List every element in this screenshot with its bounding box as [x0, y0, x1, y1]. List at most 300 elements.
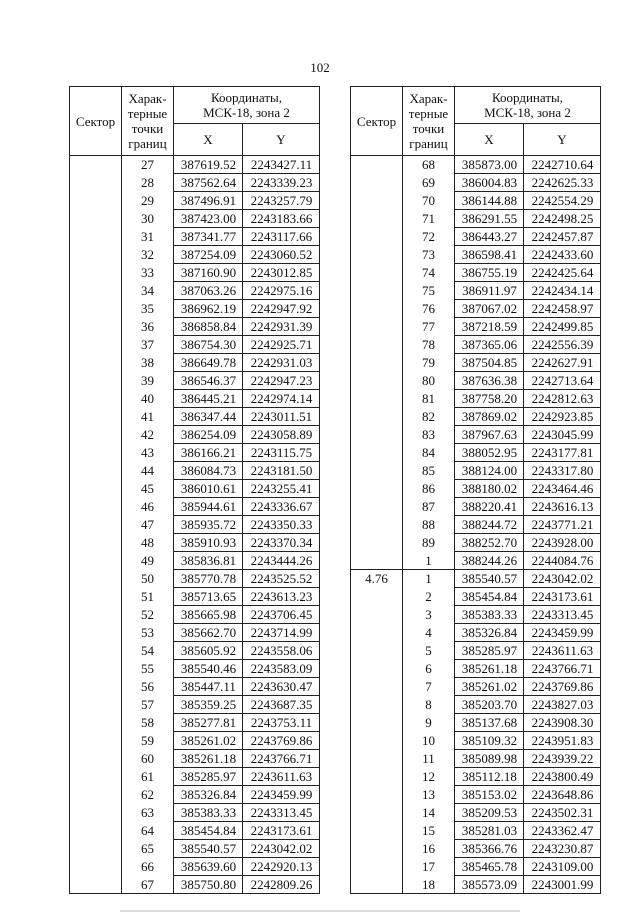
table-row: [351, 696, 601, 714]
table-row: [351, 840, 601, 858]
x-coordinate-cell: 385910.93: [174, 534, 243, 552]
table-row: [70, 444, 320, 462]
sector-cell: [351, 804, 403, 822]
x-coordinate-cell: 385209.53: [455, 804, 524, 822]
y-coordinate-cell: 2243908.30: [524, 714, 601, 732]
table-row: [351, 354, 601, 372]
table-row: [70, 732, 320, 750]
x-coordinate-cell: 386084.73: [174, 462, 243, 480]
point-number-cell: 75: [403, 282, 455, 300]
point-number-cell: 4: [403, 624, 455, 642]
y-coordinate-cell: 2243042.02: [524, 570, 601, 588]
page-number: 102: [310, 60, 330, 75]
table-row: [351, 372, 601, 390]
point-number-cell: 73: [403, 246, 455, 264]
x-coordinate-cell: 385089.98: [455, 750, 524, 768]
table-row: [351, 624, 601, 642]
table-row: [351, 156, 601, 174]
x-coordinate-cell: 385277.81: [174, 714, 243, 732]
x-coordinate-cell: 385109.32: [455, 732, 524, 750]
y-coordinate-cell: 2243502.31: [524, 804, 601, 822]
x-coordinate-cell: 386598.41: [455, 246, 524, 264]
x-coordinate-cell: 386347.44: [174, 408, 243, 426]
x-coordinate-cell: 387758.20: [455, 390, 524, 408]
table-row: [70, 840, 320, 858]
table-row: [351, 480, 601, 498]
sector-cell: [351, 516, 403, 534]
table-row: [351, 570, 601, 588]
sector-cell: [351, 210, 403, 228]
x-coordinate-cell: 385112.18: [455, 768, 524, 786]
x-coordinate-cell: 385454.84: [174, 822, 243, 840]
table-row: [70, 210, 320, 228]
point-number-cell: 14: [403, 804, 455, 822]
point-number-cell: 13: [403, 786, 455, 804]
point-number-cell: 74: [403, 264, 455, 282]
y-coordinate-cell: 2242498.25: [524, 210, 601, 228]
point-number-cell: 85: [403, 462, 455, 480]
point-number-cell: 30: [122, 210, 174, 228]
x-coordinate-cell: 385261.02: [174, 732, 243, 750]
sector-cell: [351, 444, 403, 462]
x-coordinate-cell: 386755.19: [455, 264, 524, 282]
x-coordinate-cell: 385326.84: [455, 624, 524, 642]
y-coordinate-cell: 2243177.81: [524, 444, 601, 462]
x-coordinate-cell: 385261.18: [174, 750, 243, 768]
sector-cell: [70, 858, 122, 876]
point-number-cell: 69: [403, 174, 455, 192]
y-coordinate-cell: 2242627.91: [524, 354, 601, 372]
sector-cell: [70, 264, 122, 282]
sector-cell: [70, 408, 122, 426]
sector-cell: [351, 408, 403, 426]
point-number-cell: 67: [122, 876, 174, 894]
table-row: [351, 642, 601, 660]
point-number-cell: 36: [122, 318, 174, 336]
y-coordinate-cell: 2243427.11: [243, 156, 320, 174]
y-coordinate-cell: 2242947.92: [243, 300, 320, 318]
sector-cell: [351, 354, 403, 372]
table-row: [351, 408, 601, 426]
x-coordinate-cell: 385137.68: [455, 714, 524, 732]
point-number-cell: 34: [122, 282, 174, 300]
x-coordinate-cell: 385447.11: [174, 678, 243, 696]
table-row: [70, 408, 320, 426]
sector-cell: [70, 552, 122, 570]
x-coordinate-cell: 386254.09: [174, 426, 243, 444]
table-row: [351, 552, 601, 570]
point-number-cell: 63: [122, 804, 174, 822]
y-coordinate-cell: 2243558.06: [243, 642, 320, 660]
y-coordinate-cell: 2243011.51: [243, 408, 320, 426]
x-coordinate-cell: 386962.19: [174, 300, 243, 318]
x-coordinate-cell: 386443.27: [455, 228, 524, 246]
table-row: [70, 786, 320, 804]
table-row: [70, 282, 320, 300]
y-coordinate-cell: 2243339.23: [243, 174, 320, 192]
table-row: [351, 318, 601, 336]
y-coordinate-cell: 2243630.47: [243, 678, 320, 696]
sector-cell: [351, 156, 403, 174]
sector-cell: [351, 318, 403, 336]
y-coordinate-cell: 2243444.26: [243, 552, 320, 570]
table-row: [70, 480, 320, 498]
sector-cell: [70, 480, 122, 498]
point-number-cell: 9: [403, 714, 455, 732]
table-row: [351, 246, 601, 264]
x-coordinate-cell: 385383.33: [174, 804, 243, 822]
y-coordinate-cell: 2243706.45: [243, 606, 320, 624]
y-coordinate-cell: 2242809.26: [243, 876, 320, 894]
point-number-cell: 58: [122, 714, 174, 732]
table-row: [351, 606, 601, 624]
sector-cell: [70, 354, 122, 372]
y-coordinate-cell: 2243181.50: [243, 462, 320, 480]
sector-cell: [70, 642, 122, 660]
table-row: [70, 534, 320, 552]
y-coordinate-cell: 2242554.29: [524, 192, 601, 210]
x-coordinate-cell: 386754.30: [174, 336, 243, 354]
table-row: [70, 750, 320, 768]
x-coordinate-cell: 385261.02: [455, 678, 524, 696]
x-coordinate-cell: 388244.26: [455, 552, 524, 570]
x-coordinate-cell: 385359.25: [174, 696, 243, 714]
points-header: Харак- терные точки границ: [403, 87, 455, 156]
y-coordinate-cell: 2242710.64: [524, 156, 601, 174]
table-row: [70, 876, 320, 894]
point-number-cell: 38: [122, 354, 174, 372]
point-number-cell: 47: [122, 516, 174, 534]
y-coordinate-cell: 2242434.14: [524, 282, 601, 300]
sector-cell: [351, 534, 403, 552]
table-row: [351, 282, 601, 300]
sector-cell: [351, 606, 403, 624]
table-body-left: [70, 156, 320, 894]
x-coordinate-cell: 386291.55: [455, 210, 524, 228]
point-number-cell: 50: [122, 570, 174, 588]
y-coordinate-cell: 2243012.85: [243, 264, 320, 282]
x-coordinate-cell: 385944.61: [174, 498, 243, 516]
table-row: [70, 426, 320, 444]
table-row: [351, 462, 601, 480]
table-row: [351, 714, 601, 732]
sector-cell: [351, 426, 403, 444]
table-row: [351, 822, 601, 840]
sector-cell: [351, 300, 403, 318]
sector-cell: [351, 192, 403, 210]
x-coordinate-cell: 386144.88: [455, 192, 524, 210]
point-number-cell: 64: [122, 822, 174, 840]
sector-cell: [351, 696, 403, 714]
sector-cell: [351, 228, 403, 246]
sector-cell: [70, 840, 122, 858]
x-coordinate-cell: 385153.02: [455, 786, 524, 804]
y-coordinate-cell: 2243313.45: [524, 606, 601, 624]
y-coordinate-cell: 2242923.85: [524, 408, 601, 426]
y-coordinate-cell: 2243583.09: [243, 660, 320, 678]
point-number-cell: 55: [122, 660, 174, 678]
x-coordinate-cell: 388220.41: [455, 498, 524, 516]
table-row: [351, 444, 601, 462]
coordinates-table-left: [69, 86, 320, 894]
sector-header: Сектор: [70, 87, 122, 156]
x-coordinate-cell: 385203.70: [455, 696, 524, 714]
x-coordinate-cell: 386445.21: [174, 390, 243, 408]
sector-cell: [351, 642, 403, 660]
sector-cell: [70, 714, 122, 732]
sector-cell: [70, 732, 122, 750]
point-number-cell: 72: [403, 228, 455, 246]
x-coordinate-cell: 385935.72: [174, 516, 243, 534]
y-coordinate-cell: 2242974.14: [243, 390, 320, 408]
table-row: [70, 804, 320, 822]
y-coordinate-cell: 2243771.21: [524, 516, 601, 534]
table-row: [70, 336, 320, 354]
point-number-cell: 33: [122, 264, 174, 282]
y-coordinate-cell: 2243766.71: [243, 750, 320, 768]
point-number-cell: 17: [403, 858, 455, 876]
point-number-cell: 11: [403, 750, 455, 768]
point-number-cell: 83: [403, 426, 455, 444]
table-row: [70, 390, 320, 408]
point-number-cell: 41: [122, 408, 174, 426]
point-number-cell: 89: [403, 534, 455, 552]
table-row: [351, 192, 601, 210]
y-coordinate-cell: 2243313.45: [243, 804, 320, 822]
point-number-cell: 68: [403, 156, 455, 174]
point-number-cell: 5: [403, 642, 455, 660]
point-number-cell: 8: [403, 696, 455, 714]
table-row: [70, 156, 320, 174]
sector-cell: [70, 228, 122, 246]
x-coordinate-cell: 385281.03: [455, 822, 524, 840]
x-coordinate-cell: 387063.26: [174, 282, 243, 300]
x-coordinate-cell: 385540.57: [174, 840, 243, 858]
point-number-cell: 15: [403, 822, 455, 840]
sector-cell: [351, 840, 403, 858]
y-coordinate-cell: 2242457.87: [524, 228, 601, 246]
point-number-cell: 45: [122, 480, 174, 498]
y-coordinate-cell: 2242713.64: [524, 372, 601, 390]
x-coordinate-cell: 387067.02: [455, 300, 524, 318]
table-row: [351, 426, 601, 444]
point-number-cell: 82: [403, 408, 455, 426]
point-number-cell: 16: [403, 840, 455, 858]
table-row: [70, 714, 320, 732]
x-coordinate-cell: 385605.92: [174, 642, 243, 660]
table-row: [70, 300, 320, 318]
sector-cell: [70, 210, 122, 228]
sector-cell: [351, 264, 403, 282]
point-number-cell: 65: [122, 840, 174, 858]
x-header: X: [174, 124, 243, 156]
point-number-cell: 7: [403, 678, 455, 696]
x-coordinate-cell: 387341.77: [174, 228, 243, 246]
table-row: [351, 534, 601, 552]
sector-cell: [70, 372, 122, 390]
sector-cell: [70, 570, 122, 588]
table-row: [70, 624, 320, 642]
y-coordinate-cell: 2243317.80: [524, 462, 601, 480]
x-coordinate-cell: 386004.83: [455, 174, 524, 192]
sector-cell: [70, 174, 122, 192]
sector-cell: [70, 606, 122, 624]
y-coordinate-cell: 2243115.75: [243, 444, 320, 462]
y-coordinate-cell: 2242425.64: [524, 264, 601, 282]
y-coordinate-cell: 2242625.33: [524, 174, 601, 192]
y-coordinate-cell: 2243183.66: [243, 210, 320, 228]
x-coordinate-cell: 385639.60: [174, 858, 243, 876]
point-number-cell: 2: [403, 588, 455, 606]
table-row: [351, 390, 601, 408]
sector-cell: [70, 444, 122, 462]
sector-cell: [70, 696, 122, 714]
point-number-cell: 43: [122, 444, 174, 462]
point-number-cell: 49: [122, 552, 174, 570]
y-coordinate-cell: 2243939.22: [524, 750, 601, 768]
table-header: [351, 87, 601, 156]
sector-cell: [70, 462, 122, 480]
table-row: [70, 264, 320, 282]
point-number-cell: 53: [122, 624, 174, 642]
point-number-cell: 44: [122, 462, 174, 480]
y-coordinate-cell: 2242925.71: [243, 336, 320, 354]
x-coordinate-cell: 388124.00: [455, 462, 524, 480]
table-row: [351, 858, 601, 876]
point-number-cell: 28: [122, 174, 174, 192]
x-coordinate-cell: 387967.63: [455, 426, 524, 444]
sector-cell: [351, 732, 403, 750]
y-coordinate-cell: 2242433.60: [524, 246, 601, 264]
x-coordinate-cell: 387562.64: [174, 174, 243, 192]
sector-cell: [351, 786, 403, 804]
y-coordinate-cell: 2243616.13: [524, 498, 601, 516]
point-number-cell: 51: [122, 588, 174, 606]
x-coordinate-cell: 387218.59: [455, 318, 524, 336]
table-row: [351, 300, 601, 318]
point-number-cell: 35: [122, 300, 174, 318]
point-number-cell: 76: [403, 300, 455, 318]
table-row: [351, 588, 601, 606]
x-coordinate-cell: 385713.65: [174, 588, 243, 606]
sector-cell: [70, 534, 122, 552]
table-row: [70, 588, 320, 606]
sector-cell: [70, 282, 122, 300]
table-row: [351, 228, 601, 246]
y-coordinate-cell: 2242931.03: [243, 354, 320, 372]
table-row: [351, 732, 601, 750]
y-coordinate-cell: 2243042.02: [243, 840, 320, 858]
table-body-right: [351, 156, 601, 894]
table-row: [351, 750, 601, 768]
point-number-cell: 61: [122, 768, 174, 786]
table-row: [351, 660, 601, 678]
y-coordinate-cell: 2243350.33: [243, 516, 320, 534]
sector-cell: [351, 336, 403, 354]
y-coordinate-cell: 2243109.00: [524, 858, 601, 876]
y-coordinate-cell: 2243611.63: [243, 768, 320, 786]
y-coordinate-cell: 2243464.46: [524, 480, 601, 498]
x-coordinate-cell: 385383.33: [455, 606, 524, 624]
table-row: [70, 498, 320, 516]
x-coordinate-cell: 385366.76: [455, 840, 524, 858]
x-header: X: [455, 124, 524, 156]
point-number-cell: 10: [403, 732, 455, 750]
sector-cell: [351, 246, 403, 264]
table-row: [351, 876, 601, 894]
table-row: [70, 462, 320, 480]
sector-cell: [351, 588, 403, 606]
y-coordinate-cell: 2243060.52: [243, 246, 320, 264]
x-coordinate-cell: 385770.78: [174, 570, 243, 588]
sector-cell: [70, 498, 122, 516]
sector-cell: [351, 480, 403, 498]
x-coordinate-cell: 385285.97: [174, 768, 243, 786]
y-coordinate-cell: 2243613.23: [243, 588, 320, 606]
y-coordinate-cell: 2243714.99: [243, 624, 320, 642]
sector-cell: [351, 372, 403, 390]
point-number-cell: 46: [122, 498, 174, 516]
y-coordinate-cell: 2242812.63: [524, 390, 601, 408]
x-coordinate-cell: 385665.98: [174, 606, 243, 624]
table-row: [70, 246, 320, 264]
y-coordinate-cell: 2243173.61: [243, 822, 320, 840]
y-coordinate-cell: 2243525.52: [243, 570, 320, 588]
sector-cell: [351, 660, 403, 678]
table-row: [351, 768, 601, 786]
table-row: [70, 660, 320, 678]
table-row: [351, 264, 601, 282]
table-row: [351, 498, 601, 516]
y-coordinate-cell: 2243459.99: [524, 624, 601, 642]
y-coordinate-cell: 2243766.71: [524, 660, 601, 678]
sector-cell: [70, 786, 122, 804]
sector-cell: 4.76: [351, 570, 403, 588]
table-row: [351, 336, 601, 354]
sector-cell: [70, 390, 122, 408]
point-number-cell: 40: [122, 390, 174, 408]
x-coordinate-cell: 385662.70: [174, 624, 243, 642]
point-number-cell: 37: [122, 336, 174, 354]
sector-cell: [351, 624, 403, 642]
x-coordinate-cell: 388180.02: [455, 480, 524, 498]
point-number-cell: 12: [403, 768, 455, 786]
point-number-cell: 32: [122, 246, 174, 264]
y-coordinate-cell: 2243648.86: [524, 786, 601, 804]
table-row: [70, 372, 320, 390]
point-number-cell: 18: [403, 876, 455, 894]
y-coordinate-cell: 2243611.63: [524, 642, 601, 660]
point-number-cell: 48: [122, 534, 174, 552]
y-coordinate-cell: 2243058.89: [243, 426, 320, 444]
x-coordinate-cell: 385573.09: [455, 876, 524, 894]
x-coordinate-cell: 388052.95: [455, 444, 524, 462]
sector-cell: [351, 552, 403, 570]
point-number-cell: 29: [122, 192, 174, 210]
y-coordinate-cell: 2242556.39: [524, 336, 601, 354]
sector-cell: [351, 390, 403, 408]
x-coordinate-cell: 386858.84: [174, 318, 243, 336]
x-coordinate-cell: 385540.57: [455, 570, 524, 588]
table-row: [351, 678, 601, 696]
sector-cell: [70, 426, 122, 444]
point-number-cell: 70: [403, 192, 455, 210]
y-coordinate-cell: 2243230.87: [524, 840, 601, 858]
y-coordinate-cell: 2243255.41: [243, 480, 320, 498]
sector-cell: [70, 588, 122, 606]
point-number-cell: 62: [122, 786, 174, 804]
y-coordinate-cell: 2243257.79: [243, 192, 320, 210]
